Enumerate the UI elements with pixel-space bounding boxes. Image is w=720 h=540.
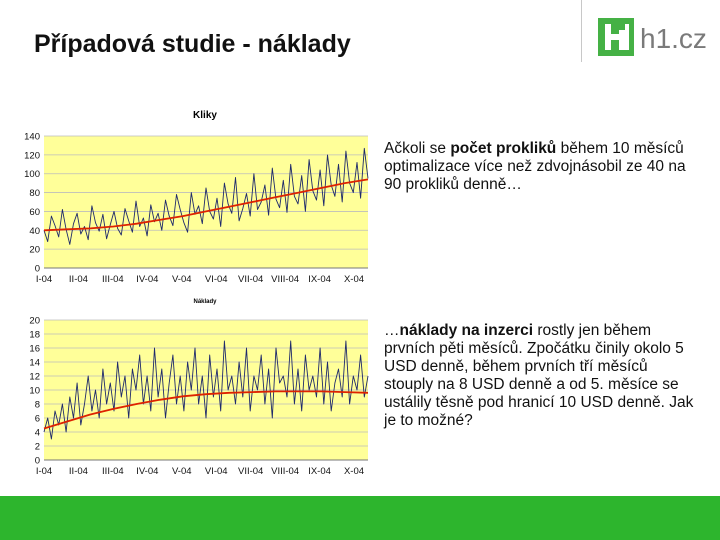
y-tick-label: 60 — [29, 206, 40, 218]
slide-title: Případová studie - náklady — [34, 30, 351, 58]
y-tick-label: 18 — [29, 329, 40, 341]
x-tick-label: I-04 — [35, 466, 53, 477]
y-tick-label: 2 — [34, 441, 40, 453]
y-tick-label: 20 — [29, 315, 40, 327]
x-tick-label: IV-04 — [136, 274, 159, 285]
x-tick-label: III-04 — [102, 274, 124, 285]
y-tick-label: 80 — [29, 188, 40, 200]
x-tick-label: I-04 — [35, 274, 53, 285]
x-tick-label: X-04 — [343, 466, 365, 477]
x-tick-label: VI-04 — [204, 274, 228, 285]
x-tick-label: VIII-04 — [271, 466, 300, 477]
chart-title: Kliky — [193, 110, 217, 121]
x-tick-label: V-04 — [172, 466, 192, 477]
h1-logo-icon — [598, 18, 634, 56]
y-tick-label: 6 — [34, 413, 40, 425]
y-tick-label: 16 — [29, 343, 40, 355]
y-tick-label: 0 — [34, 455, 40, 467]
x-tick-label: II-04 — [68, 274, 88, 285]
chart-title: Náklady — [193, 299, 217, 305]
y-tick-label: 20 — [29, 244, 40, 256]
y-tick-label: 10 — [29, 385, 40, 397]
y-tick-label: 8 — [34, 399, 40, 411]
y-tick-label: 100 — [24, 169, 40, 181]
x-tick-label: IX-04 — [308, 274, 331, 285]
x-tick-label: IX-04 — [308, 466, 331, 477]
header-divider — [581, 0, 582, 62]
x-tick-label: III-04 — [102, 466, 124, 477]
footer-bar — [0, 496, 720, 540]
x-tick-label: IV-04 — [136, 466, 159, 477]
y-tick-label: 12 — [29, 371, 40, 383]
y-tick-label: 0 — [34, 263, 40, 275]
y-tick-label: 40 — [29, 225, 40, 237]
x-tick-label: VI-04 — [204, 466, 228, 477]
plot-area — [44, 136, 368, 268]
logo-text: h1.cz — [640, 23, 707, 54]
h1-logo — [598, 18, 708, 62]
paragraph-clicks: Ačkoli se počet prokliků během 10 měsíců optimalizace více než zdvojnásobil ze 40 na 90 prokliků denně… — [384, 140, 686, 193]
x-tick-label: V-04 — [172, 274, 192, 285]
y-tick-label: 14 — [29, 357, 40, 369]
costs-chart — [20, 296, 370, 482]
x-tick-label: VII-04 — [237, 274, 264, 285]
y-tick-label: 4 — [34, 427, 40, 439]
paragraph-costs: …náklady na inzerci rostly jen během prvních pěti měsíců. Zpočátku činily okolo 5 USD denně, během prvních tří měsíců stouply na 8 USD denně a od 5. měsíce se ustálily těsně pod hranicí 10 USD denně. Jak je to možné? — [384, 322, 694, 429]
x-tick-label: VII-04 — [237, 466, 264, 477]
x-tick-label: II-04 — [68, 466, 88, 477]
x-tick-label: X-04 — [343, 274, 365, 285]
x-tick-label: VIII-04 — [271, 274, 300, 285]
y-tick-label: 120 — [24, 150, 40, 162]
y-tick-label: 140 — [24, 131, 40, 143]
clicks-chart — [20, 100, 370, 290]
